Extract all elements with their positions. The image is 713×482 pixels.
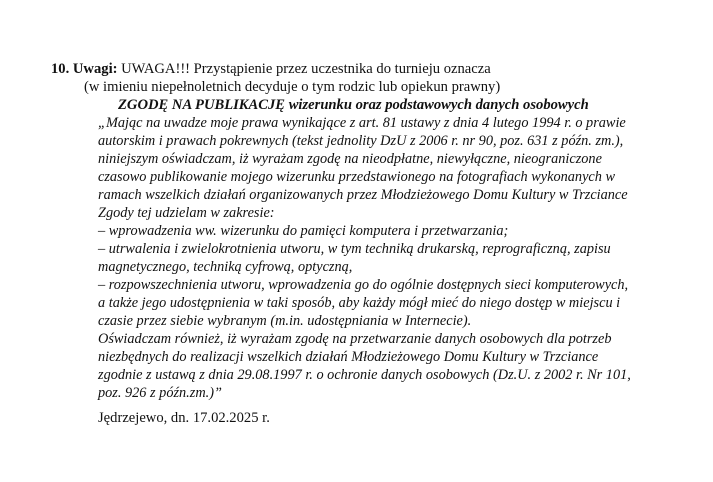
- section-number-label: 10. Uwagi:: [51, 61, 118, 77]
- consent-body-line: niezbędnych do realizacji wszelkich działań Młodzieżowego Domu Kultury w Trzciance: [98, 349, 599, 365]
- warning-text: UWAGA!!! Przystąpienie przez uczestnika do turnieju oznacza: [121, 61, 491, 77]
- consent-body-line: Oświadczam również, iż wyrażam zgodę na przetwarzanie danych osobowych dla potrzeb: [98, 331, 612, 347]
- place-and-date: Jędrzejewo, dn. 17.02.2025 r.: [98, 410, 270, 426]
- consent-body-line: – utrwalenia i zwielokrotnienia utworu, w tym techniką drukarską, reprograficzną, zapisu: [98, 241, 611, 257]
- consent-body-line: – wprowadzenia ww. wizerunku do pamięci komputera i przetwarzania;: [98, 223, 509, 239]
- consent-body-line: poz. 926 z późn.zm.)”: [98, 385, 222, 401]
- consent-body-line: magnetycznego, techniką cyfrową, optyczną,: [98, 259, 353, 275]
- consent-body-line: – rozpowszechnienia utworu, wprowadzenia go do ogólnie dostępnych sieci komputerowych,: [98, 277, 629, 293]
- guardian-note: (w imieniu niepełnoletnich decyduje o tym rodzic lub opiekun prawny): [84, 79, 501, 95]
- consent-body-line: autorskim i prawach pokrewnych (tekst jednolity DzU z 2006 r. nr 90, poz. 631 z późn. zm.),: [98, 133, 624, 149]
- consent-body-line: Zgody tej udzielam w zakresie:: [98, 205, 275, 221]
- section-10-line: [51, 60, 491, 78]
- consent-body-line: „Mając na uwadze moje prawa wynikające z art. 81 ustawy z dnia 4 lutego 1994 r. o prawie: [98, 115, 626, 131]
- consent-body-line: niniejszym oświadczam, iż wyrażam zgodę na nieodpłatne, niewyłączne, nieograniczone: [98, 151, 602, 167]
- consent-body-line: a także jego udostępnienia w taki sposób, aby każdy mógł mieć do niego dostęp w miejscu i: [98, 295, 621, 311]
- consent-body-line: czasie przez siebie wybranym (m.in. udostępniania w Internecie).: [98, 313, 472, 329]
- consent-body-line: czasowo publikowanie mojego wizerunku przedstawionego na fotografiach wykonanych w: [98, 169, 616, 185]
- consent-body-line: ramach wszelkich działań organizowanych przez Młodzieżowego Domu Kultury w Trzciance: [98, 187, 628, 203]
- consent-heading: ZGODĘ NA PUBLIKACJĘ wizerunku oraz podstawowych danych osobowych: [118, 97, 589, 113]
- consent-body-line: zgodnie z ustawą z dnia 29.08.1997 r. o ochronie danych osobowych (Dz.U. z 2002 r. Nr 101,: [98, 367, 631, 383]
